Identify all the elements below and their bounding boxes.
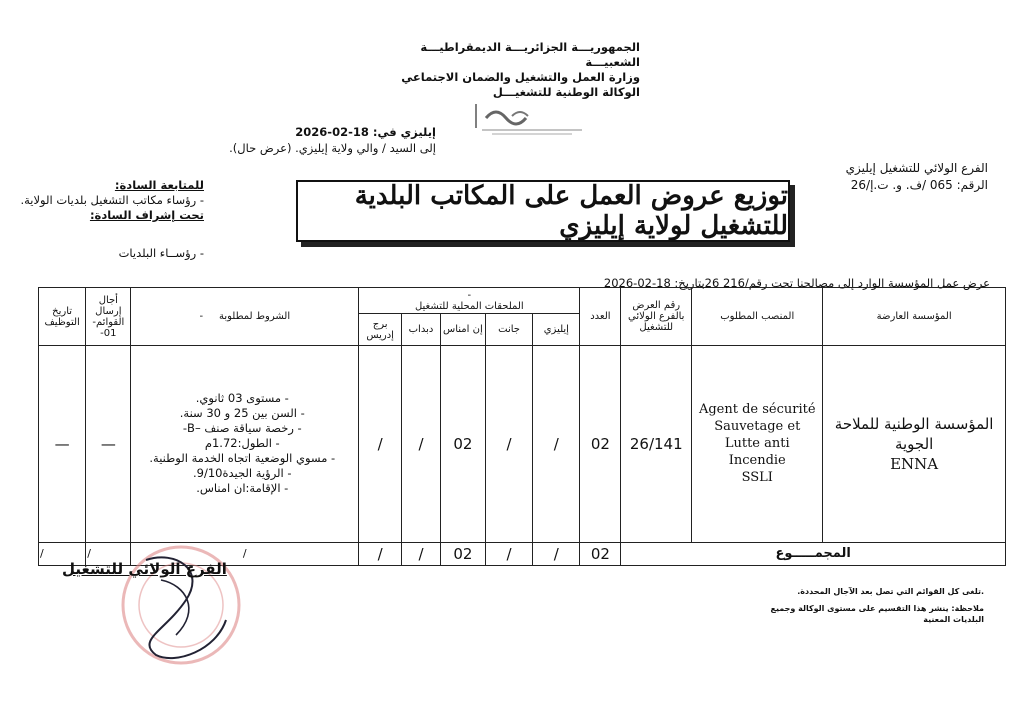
date-recipient-block bbox=[36, 124, 436, 156]
condition-item: - السن بين 25 و 30 سنة. bbox=[179, 406, 305, 421]
document-title-box bbox=[296, 180, 790, 242]
header-in-amenas: إن امناس bbox=[440, 314, 485, 346]
header-annexes bbox=[359, 288, 580, 314]
supervision-title: تحت إشراف السادة: bbox=[89, 208, 204, 222]
header-institution: المؤسسة العارضة bbox=[823, 288, 1006, 346]
distribution-table bbox=[38, 287, 1006, 566]
annexes-title: الملحقات المحلية للتشغيل bbox=[414, 300, 524, 312]
institution-abbr: ENNA bbox=[890, 454, 939, 473]
offer-reference-line: عرض عمل المؤسسة الوارد إلى مصالحنا تحت رقم/216 26بتاريخ: 18-02-2026 bbox=[603, 276, 990, 290]
cell-illizi: / bbox=[533, 346, 580, 543]
total-djanet: / bbox=[485, 542, 532, 565]
header-offer-number: رقم العرض بالفرع الولائي للتشغيل bbox=[621, 288, 692, 346]
position-line: Sauvetage et bbox=[714, 419, 801, 435]
supervision-item: - رؤســاء البلديات bbox=[118, 246, 204, 260]
signature-label: الفرع الولائي للتشغيل bbox=[62, 560, 227, 578]
cell-bordj: / bbox=[359, 346, 402, 543]
cell-djanet: / bbox=[485, 346, 532, 543]
total-debdeb: / bbox=[402, 542, 441, 565]
total-conditions: / bbox=[131, 542, 359, 565]
header-debdeb: دبداب bbox=[402, 314, 441, 346]
total-bordj: / bbox=[359, 542, 402, 565]
follow-item: - رؤساء مكاتب التشغيل بلديات الولاية. bbox=[20, 193, 204, 207]
follow-up-block bbox=[0, 178, 204, 223]
position-line: Agent de sécurité bbox=[698, 402, 816, 418]
position-line: SSLI bbox=[741, 470, 773, 486]
position-line: Incendie bbox=[728, 453, 786, 469]
cell-institution bbox=[823, 346, 1006, 543]
total-label: المجمـــــوع bbox=[621, 542, 1006, 565]
conditions-dash: - bbox=[199, 311, 204, 323]
header-conditions bbox=[131, 288, 359, 346]
cell-hire-date: — bbox=[39, 346, 86, 543]
total-deadline: / bbox=[86, 542, 131, 565]
table-row bbox=[39, 346, 1006, 543]
total-count: 02 bbox=[580, 542, 621, 565]
annexes-dash: - bbox=[467, 289, 472, 301]
header-line-agency: الوكالة الوطنية للتشغيـــل bbox=[492, 85, 640, 99]
condition-item: - الرؤية الجيدة9/10. bbox=[192, 466, 292, 481]
header-line-republic: الجمهوريـــة الجزائريـــة الديمقراطيـــة الشعبيـــة bbox=[420, 40, 640, 69]
cell-count: 02 bbox=[580, 346, 621, 543]
condition-item: - مستوى 03 ثانوي. bbox=[195, 391, 289, 406]
reference-number: الرقم: 065 /ف. و. ت.إ/26 bbox=[850, 178, 988, 192]
header-bordj: برج إدريس bbox=[359, 314, 402, 346]
total-in-amenas: 02 bbox=[440, 542, 485, 565]
note-publication: ملاحظة: ينشر هذا التقسيم على مستوى الوكالة وجميع البلديات المعنية bbox=[770, 604, 984, 624]
cell-position bbox=[692, 346, 823, 543]
condition-item: - رخصة سياقة صنف –B- bbox=[182, 421, 302, 436]
condition-item: - مسوي الوضعية اتجاه الخدمة الوطنية. bbox=[149, 451, 336, 466]
header-count: العدد bbox=[580, 288, 621, 346]
header-hire-date: تاريخ التوظيف bbox=[39, 288, 86, 346]
header-illizi: إيليزي bbox=[533, 314, 580, 346]
ministry-header bbox=[400, 40, 640, 100]
table-header-row-1 bbox=[39, 288, 1006, 314]
follow-title: للمتابعة السادة: bbox=[114, 178, 204, 192]
institution-name: المؤسسة الوطنية للملاحة الجوية bbox=[834, 414, 994, 453]
condition-item: - الطول:1.72م bbox=[204, 436, 280, 451]
branch-name: الفرع الولائي للتشغيل إيليزي bbox=[845, 161, 988, 175]
recipient: إلى السيد / والي ولاية إيليزي. (عرض حال). bbox=[229, 141, 436, 155]
place-date: إيليزي في: 18-02-2026 bbox=[295, 125, 436, 139]
cell-debdeb: / bbox=[402, 346, 441, 543]
header-deadline: أجال إرسال القوائم- 01- bbox=[86, 288, 131, 346]
cell-offer-number: 26/141 bbox=[621, 346, 692, 543]
header-line-ministry: وزارة العمل والتشغيل والضمان الاجتماعي bbox=[401, 70, 640, 84]
conditions-title: الشروط لمطلوبة bbox=[218, 311, 291, 323]
branch-reference bbox=[768, 160, 988, 194]
notes-block bbox=[744, 586, 984, 625]
cell-deadline: — bbox=[86, 346, 131, 543]
cell-conditions bbox=[131, 346, 359, 543]
condition-item: - الإقامة:ان امناس. bbox=[196, 481, 289, 496]
total-illizi: / bbox=[533, 542, 580, 565]
header-djanet: جانت bbox=[485, 314, 532, 346]
position-line: Lutte anti bbox=[724, 436, 790, 452]
header-position: المنصب المطلوب bbox=[692, 288, 823, 346]
document-title: توزيع عروض العمل على المكاتب البلدية للتشغيل لولاية إيليزي bbox=[354, 181, 788, 241]
agency-logo bbox=[472, 100, 590, 136]
note-deadline: .تلغى كل القوائم التي تصل بعد الآجال المحددة. bbox=[797, 587, 984, 596]
total-hire-date: / bbox=[39, 542, 86, 565]
cell-in-amenas: 02 bbox=[440, 346, 485, 543]
